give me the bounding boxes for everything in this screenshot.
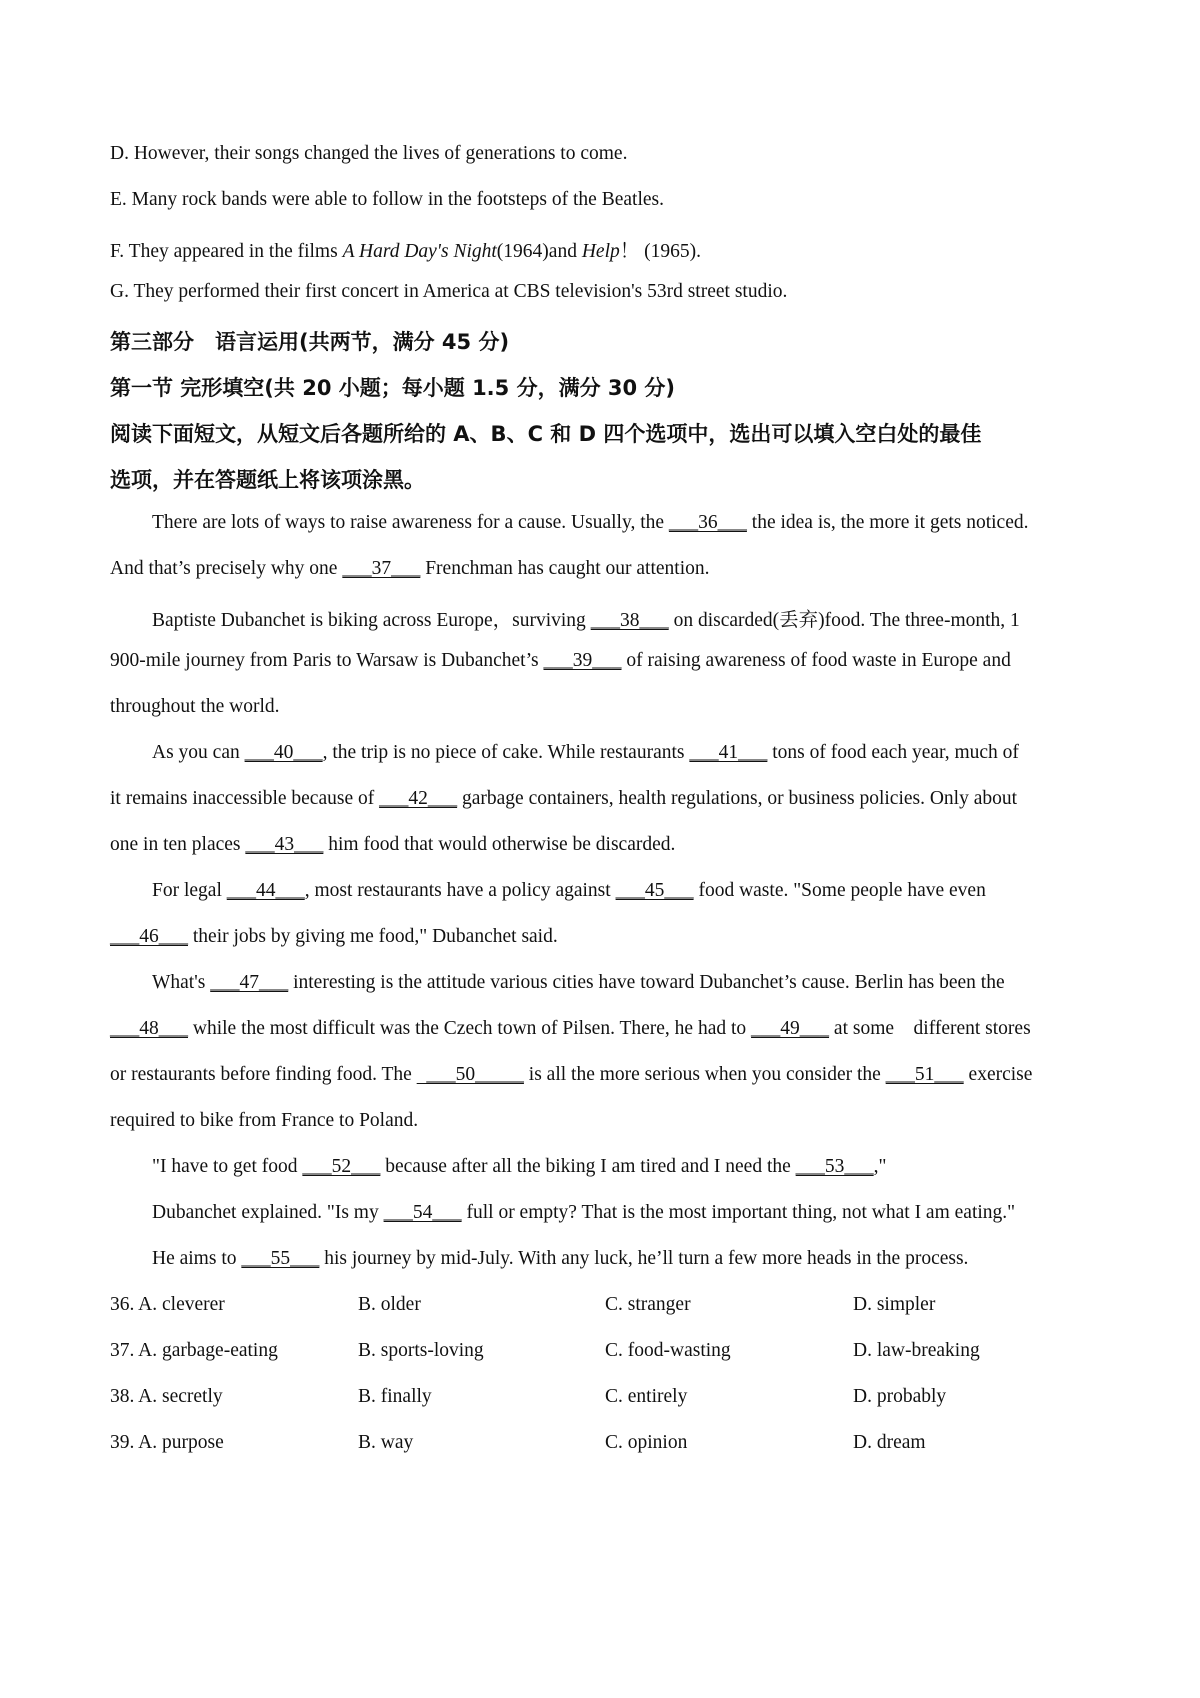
passage-line — [152, 1248, 968, 1270]
text: He aims to — [152, 1248, 242, 1269]
passage-line — [152, 972, 1005, 994]
option-f-mid: (1964)and — [496, 241, 582, 262]
option-a: 36. A. cleverer — [110, 1294, 225, 1315]
option-d: D. probably — [853, 1386, 947, 1407]
blank-50: ___50_____ — [416, 1064, 524, 1085]
text: garbage containers, health regulations, or business policies. Only about — [457, 788, 1018, 809]
option-b: B. finally — [358, 1386, 432, 1407]
option-f — [110, 235, 701, 263]
part3-heading: 第三部分 语言运用(共两节，满分 45 分) — [110, 330, 510, 354]
text: 900-mile journey from Paris to Warsaw is Dubanchet’s — [110, 650, 544, 671]
text: Dubanchet explained. "Is my — [152, 1202, 384, 1223]
blank-49: ___49___ — [751, 1018, 830, 1039]
blank-52: ___52___ — [302, 1156, 381, 1177]
passage-line — [152, 742, 1019, 764]
text: And that’s precisely why one — [110, 558, 343, 579]
text: , the trip is no piece of cake. While restaurants — [322, 742, 690, 763]
blank-42: ___42___ — [379, 788, 458, 809]
instruction-line-2: 选项，并在答题纸上将该项涂黑。 — [110, 468, 425, 492]
blank-38: ___38___ — [590, 610, 669, 631]
passage-line — [110, 558, 710, 580]
passage-line — [110, 1064, 1032, 1086]
option-g: G. They performed their first concert in America at CBS television's 53rd street studio. — [110, 281, 788, 302]
blank-43: ___43___ — [245, 834, 324, 855]
text: because after all the biking I am tired and I need the — [380, 1156, 796, 1177]
text: it remains inaccessible because of — [110, 788, 380, 809]
text: As you can — [152, 742, 245, 763]
text: For legal — [152, 880, 227, 901]
blank-41: ___41___ — [689, 742, 768, 763]
option-e: E. Many rock bands were able to follow in the footsteps of the Beatles. — [110, 189, 664, 210]
passage-line — [110, 788, 1017, 810]
film-title-1: A Hard Day's Night — [342, 241, 497, 262]
text: interesting is the attitude various cities have toward Dubanchet’s cause. Berlin has been the — [288, 972, 1005, 993]
blank-44: ___44___ — [226, 880, 305, 901]
text: or restaurants before finding food. The — [110, 1064, 417, 1085]
text: full or empty? That is the most important thing, not what I am eating." — [461, 1202, 1016, 1223]
blank-36: ___36___ — [668, 512, 747, 533]
text: What's — [152, 972, 211, 993]
blank-39: ___39___ — [543, 650, 622, 671]
option-a: 38. A. secretly — [110, 1386, 223, 1407]
option-a: 37. A. garbage-eating — [110, 1340, 278, 1361]
text: his journey by mid-July. With any luck, he’ll turn a few more heads in the process. — [319, 1248, 969, 1269]
option-c: C. stranger — [605, 1294, 691, 1315]
option-c: C. food-wasting — [605, 1340, 731, 1361]
text: is all the more serious when you consider the — [523, 1064, 886, 1085]
text: their jobs by giving me food," Dubanchet said. — [188, 926, 558, 947]
text: exercise — [963, 1064, 1033, 1085]
passage-line — [110, 1018, 1031, 1040]
passage-line — [110, 1110, 418, 1132]
text: Frenchman has caught our attention. — [420, 558, 710, 579]
passage-line — [152, 880, 986, 902]
text: on discarded(丢弃)food. The three-month, 1 — [668, 610, 1020, 631]
passage-line — [110, 696, 280, 718]
text: at some different stores — [829, 1018, 1031, 1039]
text: required to bike from France to Poland. — [110, 1110, 419, 1131]
option-d: D. law-breaking — [853, 1340, 980, 1361]
section1-heading: 第一节 完形填空(共 20 小题；每小题 1.5 分，满分 30 分) — [110, 376, 676, 400]
text: the idea is, the more it gets noticed. — [746, 512, 1029, 533]
option-c: C. opinion — [605, 1432, 688, 1453]
option-c: C. entirely — [605, 1386, 688, 1407]
option-b: B. older — [358, 1294, 421, 1315]
blank-48: ___48___ — [110, 1018, 188, 1039]
option-a: 39. A. purpose — [110, 1432, 224, 1453]
blank-53: ___53___ — [795, 1156, 874, 1177]
passage-line — [152, 604, 1020, 632]
blank-37: ___37___ — [342, 558, 421, 579]
option-d: D. simpler — [853, 1294, 936, 1315]
instruction-line-1: 阅读下面短文，从短文后各题所给的 A、B、C 和 D 四个选项中，选出可以填入空白处的最佳 — [110, 422, 982, 446]
text: ," — [873, 1156, 887, 1177]
text: "I have to get food — [152, 1156, 303, 1177]
text: throughout the world. — [110, 696, 280, 717]
blank-45: ___45___ — [615, 880, 694, 901]
option-f-suffix: ！ (1965). — [619, 241, 701, 262]
option-b: B. sports-loving — [358, 1340, 484, 1361]
passage-line — [110, 926, 558, 948]
text: of raising awareness of food waste in Europe and — [621, 650, 1011, 671]
text: , most restaurants have a policy against — [304, 880, 616, 901]
text: while the most difficult was the Czech town of Pilsen. There, he had to — [188, 1018, 752, 1039]
text: Baptiste Dubanchet is biking across Europe，surviving — [152, 610, 591, 631]
film-title-2: Help — [581, 241, 620, 262]
blank-40: ___40___ — [244, 742, 323, 763]
option-d: D. dream — [853, 1432, 926, 1453]
text: There are lots of ways to raise awareness for a cause. Usually, the — [152, 512, 669, 533]
blank-54: ___54___ — [383, 1202, 462, 1223]
blank-46: ___46___ — [110, 926, 188, 947]
passage-line — [110, 650, 1011, 672]
text: him food that would otherwise be discarded. — [323, 834, 676, 855]
passage-line — [110, 834, 675, 856]
passage-line — [152, 1202, 1015, 1224]
text: tons of food each year, much of — [767, 742, 1019, 763]
blank-47: ___47___ — [210, 972, 289, 993]
option-d: D. However, their songs changed the lives of generations to come. — [110, 143, 628, 164]
option-b: B. way — [358, 1432, 414, 1453]
passage-line — [152, 1156, 887, 1178]
text: food waste. "Some people have even — [693, 880, 986, 901]
text: one in ten places — [110, 834, 246, 855]
blank-55: ___55___ — [241, 1248, 320, 1269]
option-f-prefix: F. They appeared in the films — [110, 241, 343, 262]
passage-line — [152, 512, 1029, 534]
blank-51: ___51___ — [885, 1064, 964, 1085]
